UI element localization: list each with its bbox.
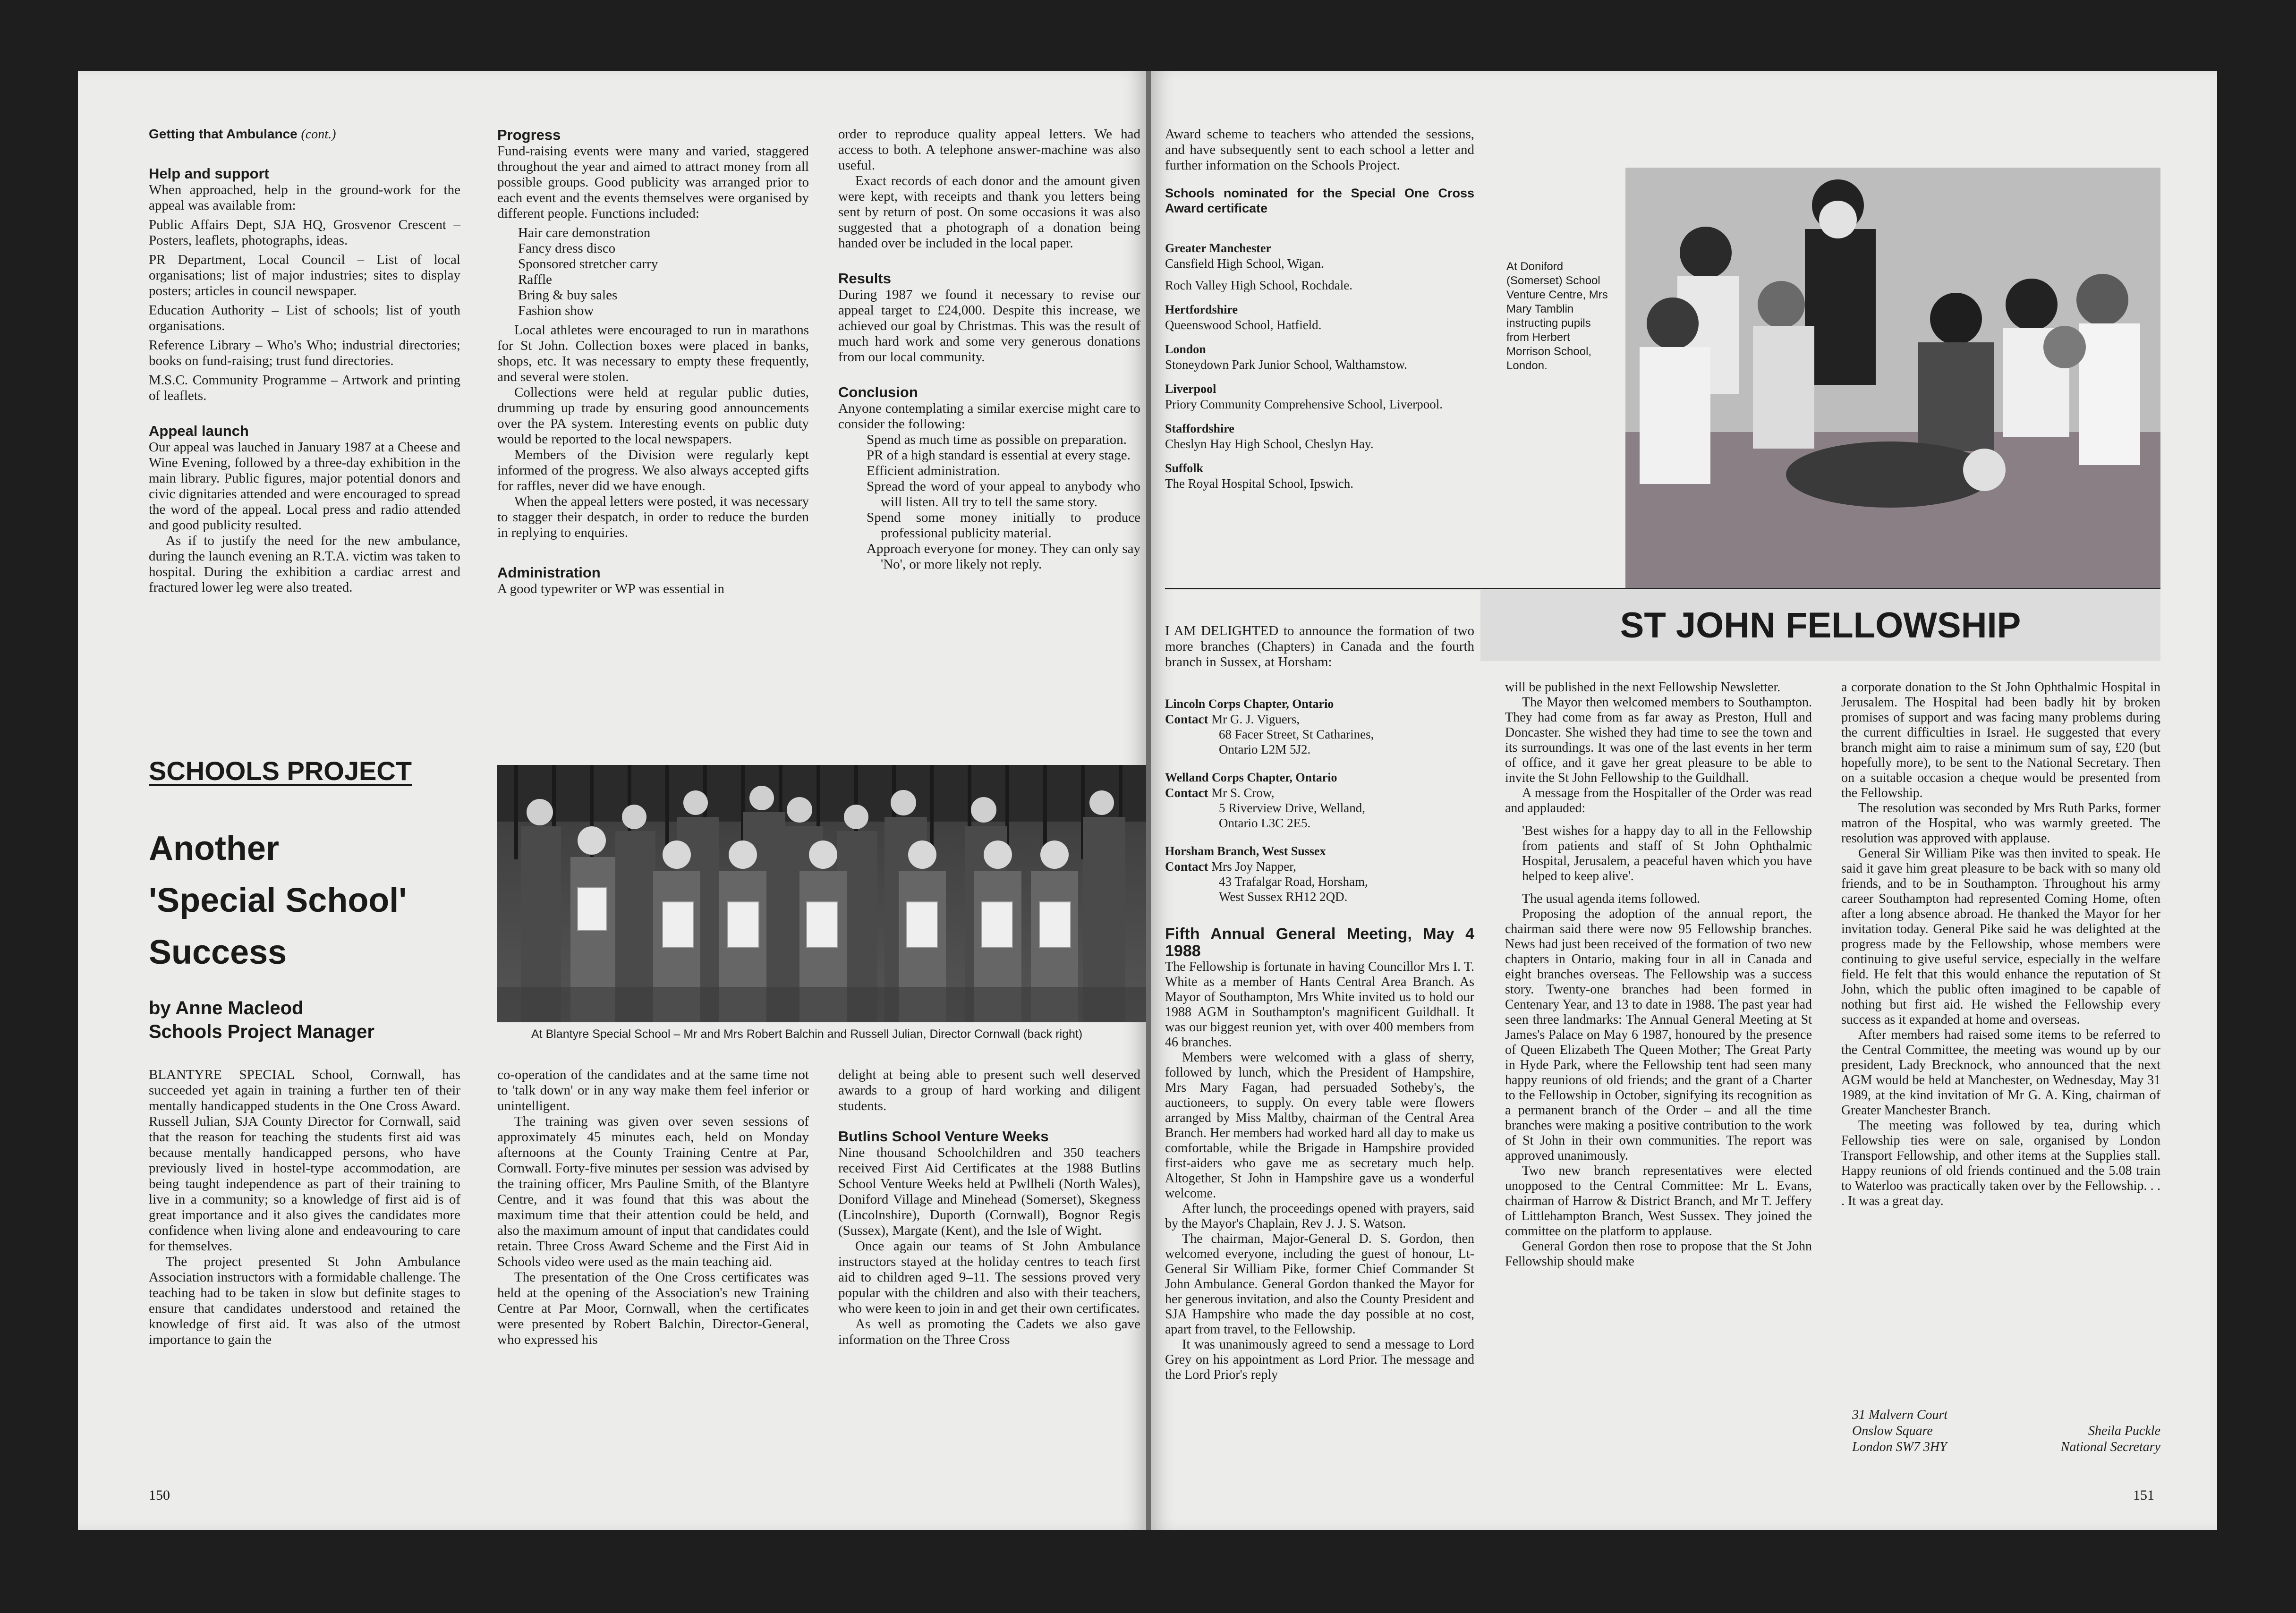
branch-listings bbox=[1165, 696, 1474, 904]
address-line: Onslow Square bbox=[1852, 1424, 1933, 1438]
signer-title: National Secretary bbox=[2060, 1440, 2160, 1454]
left-col-1 bbox=[149, 165, 460, 595]
branch-address: 43 Trafalgar Road, Horsham, bbox=[1219, 874, 1368, 889]
tip-item: Spread the word of your appeal to anybody who will listen. All try to tell the same story. bbox=[867, 479, 1140, 509]
right-page bbox=[1151, 71, 2217, 1530]
fellowship-paragraph: Proposing the adoption of the annual report, the chairman said there were now 95 Fellowship branches. News had just been received of the formation of two new chapters in Ontario, making four in all in Canada and eight branches overseas. The Fellowship was a success story. Twenty-one branches had been formed in Centenary Year, and 13 to date in 1988. The past year had seen three landmarks: The Annual General Meeting at St James's Palace on May 6 1987, honoured by the presence of Queen Elizabeth The Queen Mother; The Great Party in Hyde Park, where the Fellowship tent had seen many happy reunions of old friends; and the grant of a Charter to the Fellowship in October, signifying its recognition as a permanent branch of the Order – and all the time branches were making a positive contribution to the work of St John in their own communities. The report was approved unanimously. bbox=[1505, 907, 1812, 1163]
branch-address: West Sussex RH12 2QD. bbox=[1219, 890, 1348, 904]
event-item: Raffle bbox=[518, 272, 552, 287]
running-head-title: Getting that Ambulance bbox=[149, 127, 298, 141]
fellowship-paragraph: The resolution was seconded by Mrs Ruth Parks, former matron of the Hospital, who was warmly greeted. The resolution was approved with applause. bbox=[1841, 801, 2160, 846]
agm-paragraph: The chairman, Major-General D. S. Gordon, then welcomed everyone, including the guest of honour, Lt-General Sir William Pike, former Chief Commander St John Ambulance. General Gordon thanked the Mayor for her generous invitation, and also the County President and SJA Hampshire who made the day possible at no cost, apart from travel, to the Fellowship. bbox=[1165, 1231, 1474, 1337]
progress-paragraph: Members of the Division were regularly kept informed of the progress. We also always accepted gifts for raffles, never did we have enough. bbox=[497, 447, 809, 493]
butlins-paragraph: Once again our teams of St John Ambulance instructors stayed at the holiday centres to teach first aid to children aged 9–11. The sessions proved very popular with the children and also with their teachers, who were keen to join in and get their own certificates. bbox=[838, 1239, 1140, 1316]
fellowship-paragraph: After members had raised some items to be referred to the Central Committee, the meeting was wound up by our president, Lady Brecknock, who announced that the next AGM would be held at Manchester, on Wednesday, May 31 1989, at the kind invitation of Mr G. A. King, chairman of Greater Manchester Branch. bbox=[1841, 1027, 2160, 1118]
fellowship-paragraph: The Mayor then welcomed members to Southampton. They had come from as far away as Preston, Hull and Doncaster. She wished they had time to see the town and its surroundings. It was one of the last events in her term of office, and it gave her great pleasure to be able to invite the St John Fellowship to the Guildhall. bbox=[1505, 695, 1812, 785]
left-page bbox=[78, 71, 1146, 1530]
butlins-heading: Butlins School Venture Weeks bbox=[838, 1128, 1049, 1145]
branch-contact: Mr G. J. Viguers, bbox=[1211, 712, 1300, 726]
progress-paragraph: When the appeal letters were posted, it was necessary to stagger their despatch, in order to reduce the burden in replying to enquiries. bbox=[497, 494, 809, 540]
agm-section bbox=[1165, 925, 1474, 1383]
group-photo-illustration bbox=[497, 765, 1146, 1022]
branch-address: Ontario L3C 2E5. bbox=[1219, 816, 1311, 830]
schools-continued bbox=[1165, 127, 1474, 216]
progress-paragraph: Local athletes were encouraged to run in marathons for St John. Collection boxes were placed in banks, shops, etc. It was necessary to empty these frequently, and several were stolen. bbox=[497, 323, 809, 384]
event-item: Fashion show bbox=[518, 303, 594, 318]
schools-paragraph: The training was given over seven sessions of approximately 45 minutes each, held on Monday afternoons at the County Training Centre at Par, Cornwall. Forty-five minutes per session was advised by the training officer, Mrs Pauline Smith, of the Blantyre Centre, and it was found that this was about the maximum time that their attention could be held, and also the maximum amount of input that candidates could retain. Three Cross Award Scheme and the First Aid in Schools video were used as the main teaching aid. bbox=[497, 1114, 809, 1269]
events-list bbox=[497, 225, 809, 319]
byline-author: by Anne Macleod bbox=[149, 998, 304, 1019]
progress-paragraph: Fund-raising events were many and varied, staggered throughout the year and aimed to attract money from all possible groups. Good publicity was arranged prior to each event and the events themselves were organised by different people. Functions included: bbox=[497, 144, 809, 221]
tip-item: Spend some money initially to produce professional publicity material. bbox=[867, 510, 1140, 541]
agm-heading: Fifth Annual General Meeting, May 4 1988 bbox=[1165, 925, 1474, 960]
byline-role: Schools Project Manager bbox=[149, 1021, 374, 1042]
branch-address: 68 Facer Street, St Catharines, bbox=[1219, 727, 1374, 741]
blantyre-photo-caption: At Blantyre Special School – Mr and Mrs Robert Balchin and Russell Julian, Director Cornwall (back right) bbox=[531, 1027, 1083, 1041]
branch-contact: Mrs Joy Napper, bbox=[1211, 859, 1296, 874]
fellowship-intro: I AM DELIGHTED to announce the formation of two more branches (Chapters) in Canada and the fourth branch in Sussex, at Horsham: bbox=[1165, 623, 1474, 670]
fellowship-paragraph: a corporate donation to the St John Ophthalmic Hospital in Jerusalem. The Hospital had been badly hit by broken promises of support and was facing many problems during the current difficulties in Israel. He suggested that every branch might aim to raise a minimum sum of say, £20 (but hopefully more), to be sent to the National Secretary. Then on a suitable occasion a cheque would be presented from the Fellowship. bbox=[1841, 680, 2160, 800]
nomination-school: The Royal Hospital School, Ipswich. bbox=[1165, 476, 1353, 491]
event-item: Hair care demonstration bbox=[518, 225, 651, 240]
tip-item: Efficient administration. bbox=[867, 463, 1000, 478]
page-number: 150 bbox=[149, 1487, 170, 1503]
event-item: Bring & buy sales bbox=[518, 288, 618, 303]
help-item: PR Department, Local Council – List of local organisations; list of major industries; sites to display posters; articles in council newspaper. bbox=[149, 252, 460, 298]
results-heading: Results bbox=[838, 270, 891, 287]
tip-item: Approach everyone for money. They can only say 'No', or more likely not reply. bbox=[867, 541, 1140, 572]
schools-continued-paragraph: Award scheme to teachers who attended the sessions, and have subsequently sent to each school a letter and further information on the Schools Project. bbox=[1165, 127, 1474, 173]
tip-item: Spend as much time as possible on preparation. bbox=[867, 432, 1127, 447]
launch-paragraph: As if to justify the need for the new ambulance, during the launch evening an R.T.A. victim was taken to hospital. During the exhibition a cardiac arrest and fractured lower leg were also treated. bbox=[149, 533, 460, 595]
branch-contact: Mr S. Crow, bbox=[1211, 786, 1275, 800]
left-col-3 bbox=[838, 127, 1140, 572]
nomination-school: Cansfield High School, Wigan. bbox=[1165, 256, 1324, 271]
fellowship-col-3 bbox=[1841, 680, 2160, 1209]
nomination-school: Queenswood School, Hatfield. bbox=[1165, 318, 1322, 332]
nomination-school: Stoneydown Park Junior School, Walthamstow. bbox=[1165, 357, 1408, 372]
tip-item: PR of a high standard is essential at every stage. bbox=[867, 448, 1131, 463]
doniford-photo-illustration bbox=[1625, 168, 2160, 588]
agm-paragraph: It was unanimously agreed to send a message to Lord Grey on his appointment as Lord Prior. The message and the Lord Prior's reply bbox=[1165, 1337, 1474, 1382]
branch-address: 5 Riverview Drive, Welland, bbox=[1219, 801, 1365, 815]
nomination-school: Roch Valley High School, Rochdale. bbox=[1165, 278, 1352, 292]
progress-heading: Progress bbox=[497, 127, 561, 143]
doniford-photo-caption: At Doniford (Somerset) School Venture Centre, Mrs Mary Tamblin instructing pupils from Herbert Morrison School, London. bbox=[1506, 260, 1608, 372]
col3-paragraph: order to reproduce quality appeal letters. We had access to both. A telephone answer-machine was also useful. bbox=[838, 127, 1140, 173]
progress-paragraph: Collections were held at regular public duties, drumming up trade by ensuring good announcements over the PA system. Interesting events on public duty would be reported to the local newspapers. bbox=[497, 385, 809, 447]
blantyre-group-photo bbox=[497, 765, 1146, 1022]
event-item: Fancy dress disco bbox=[518, 241, 616, 256]
schools-paragraph: The project presented St John Ambulance Association instructors with a formidable challenge. The teaching had to be taken in slow but definite stages to ensure that candidates understood and retained the knowledge of first aid. It was also of the utmost importance to gain the bbox=[149, 1254, 460, 1347]
nominated-heading: Schools nominated for the Special One Cross Award certificate bbox=[1165, 186, 1474, 215]
signer-name: Sheila Puckle bbox=[2088, 1424, 2160, 1438]
byline bbox=[149, 996, 374, 1044]
nomination-county: Liverpool bbox=[1165, 382, 1216, 396]
fellowship-col-1 bbox=[1165, 623, 1474, 670]
schools-project-banner: SCHOOLS PROJECT bbox=[149, 756, 412, 786]
contact-label: Contact bbox=[1165, 859, 1208, 874]
launch-heading: Appeal launch bbox=[149, 423, 249, 439]
page-number: 151 bbox=[2133, 1487, 2154, 1503]
help-intro: When approached, help in the ground-work for the appeal was available from: bbox=[149, 182, 460, 213]
help-item: Education Authority – List of schools; list of youth organisations. bbox=[149, 303, 460, 333]
col3-paragraph: Exact records of each donor and the amount given were kept, with receipts and thank you letters being sent by return of post. On some occasions it was also suggested that a photograph of a donation being handed over be included in the local paper. bbox=[838, 173, 1140, 251]
page-gutter bbox=[1146, 71, 1151, 1530]
schools-paragraph: delight at being able to present such well deserved awards to a group of hard working and diligent students. bbox=[838, 1067, 1140, 1113]
fellowship-paragraph: The usual agenda items followed. bbox=[1522, 891, 1701, 906]
agm-paragraph: The Fellowship is fortunate in having Councillor Mrs I. T. White as a member of Hants Central Area Branch. As Mayor of Southampton, Mrs White invited us to hold our 1988 AGM in Southampton's magnificent Guildhall. It was our biggest reunion yet, with over 400 members from 46 branches. bbox=[1165, 959, 1474, 1050]
schools-body-col-3 bbox=[838, 1067, 1140, 1348]
nomination-county: Hertfordshire bbox=[1165, 303, 1238, 316]
event-item: Sponsored stretcher carry bbox=[518, 256, 658, 272]
fellowship-paragraph: will be published in the next Fellowship Newsletter. bbox=[1505, 680, 1781, 695]
fellowship-paragraph: A message from the Hospitaller of the Order was read and applauded: bbox=[1505, 786, 1812, 815]
butlins-paragraph: Nine thousand Schoolchildren and 350 teachers received First Aid Certificates at the 1988 Butlins School Venture Weeks held at Pwllheli (North Wales), Doniford Village and Minehead (Somerset), Skegness (Lincolnshire), Duporth (Cornwall), Bognor Regis (Sussex), Margate (Kent), and the Isle of Wight. bbox=[838, 1145, 1140, 1238]
conclusion-paragraph: Anyone contemplating a similar exercise might care to consider the following: bbox=[838, 401, 1140, 432]
article-title-line: Another bbox=[149, 830, 279, 867]
left-col-2 bbox=[497, 127, 809, 597]
fellowship-col-2 bbox=[1505, 680, 1812, 1269]
fellowship-paragraph: The meeting was followed by tea, during which Fellowship ties were on sale, organised by London Transport Fellowship, and other items at the Supplies stall. Happy reunions of old friends continued and the 5.08 train to Waterloo was practically taken over by the Fellowship. . . . It was a great day. bbox=[1841, 1118, 2160, 1208]
running-head-cont: (cont.) bbox=[301, 127, 336, 142]
article-title bbox=[149, 823, 407, 978]
schools-body-col-1 bbox=[149, 1067, 460, 1348]
nomination-county: Staffordshire bbox=[1165, 422, 1234, 435]
nomination-school: Priory Community Comprehensive School, Liverpool. bbox=[1165, 397, 1443, 411]
article-title-line: Success bbox=[149, 934, 287, 971]
nomination-school: Cheslyn Hay High School, Cheslyn Hay. bbox=[1165, 437, 1374, 451]
branch-name: Lincoln Corps Chapter, Ontario bbox=[1165, 697, 1334, 711]
schools-body-col-2 bbox=[497, 1067, 809, 1348]
article-title-line: 'Special School' bbox=[149, 882, 407, 919]
schools-paragraph: The presentation of the One Cross certificates was held at the opening of the Association's new Training Centre at Par Moor, Cornwall, when the certificates were presented by Robert Balchin, Director-General, who expressed his bbox=[497, 1270, 809, 1347]
admin-heading: Administration bbox=[497, 564, 601, 581]
agm-paragraph: After lunch, the proceedings opened with prayers, said by the Mayor's Chaplain, Rev J. J. S. Watson. bbox=[1165, 1201, 1474, 1231]
help-item: M.S.C. Community Programme – Artwork and printing of leaflets. bbox=[149, 373, 460, 403]
contact-label: Contact bbox=[1165, 786, 1208, 800]
branch-name: Horsham Branch, West Sussex bbox=[1165, 844, 1326, 858]
nomination-county: Suffolk bbox=[1165, 461, 1203, 475]
nominations-list bbox=[1165, 241, 1474, 491]
contact-label: Contact bbox=[1165, 712, 1208, 726]
signature-block bbox=[2019, 1423, 2160, 1455]
running-head bbox=[149, 127, 336, 142]
tips-list bbox=[838, 432, 1140, 572]
doniford-photo bbox=[1625, 168, 2160, 588]
launch-paragraph: Our appeal was lauched in January 1987 at a Cheese and Wine Evening, followed by a three-day exhibition in the main library. Public figures, major potential donors and civic dignitaries attended and were encouraged to spread the word of the appeal. Local press and radio attended and good publicity resulted. bbox=[149, 440, 460, 533]
address-line: London SW7 3HY bbox=[1852, 1440, 1947, 1454]
schools-paragraph: co-operation of the candidates and at the same time not to 'talk down' or in any way make them feel inferior or unintelligent. bbox=[497, 1067, 809, 1113]
help-item: Reference Library – Who's Who; industrial directories; books on fund-raising; trust fund directories. bbox=[149, 338, 460, 368]
fellowship-banner: ST JOHN FELLOWSHIP bbox=[1620, 605, 2021, 645]
branch-address: Ontario L2M 5J2. bbox=[1219, 742, 1311, 756]
conclusion-heading: Conclusion bbox=[838, 384, 918, 400]
help-heading: Help and support bbox=[149, 165, 269, 182]
agm-paragraph: Members were welcomed with a glass of sherry, followed by lunch, which the President of Hampshire, Mrs Mary Fagan, had persuaded Sotheby's, the auctioneers, to supply. On every table were flowers arranged by Miss Maltby, chairman of the Central Area Branch. Her members had worked hard all day to make us comfortable, while the Brigade in Hampshire provided first-aiders who gave me as secretary much help. Altogether, St John in Hampshire gave us a wonderful welcome. bbox=[1165, 1050, 1474, 1201]
nomination-county: London bbox=[1165, 342, 1206, 356]
hospitaller-quote: 'Best wishes for a happy day to all in the Fellowship from patients and staff of St John Ophthalmic Hospital, Jerusalem, a peaceful haven which you have helped to keep alive'. bbox=[1522, 823, 1812, 883]
fellowship-paragraph: General Gordon then rose to propose that the St John Fellowship should make bbox=[1505, 1239, 1812, 1269]
fellowship-paragraph: Two new branch representatives were elected unopposed to the Central Committee: Mr L. Evans, chairman of Harrow & District Branch, and Mr T. Jeffery of Littlehampton Branch, West Sussex. They joined the committee on the platform to applause. bbox=[1505, 1163, 1812, 1239]
fellowship-rule bbox=[1165, 588, 2160, 589]
butlins-paragraph: As well as promoting the Cadets we also gave information on the Three Cross bbox=[838, 1316, 1140, 1347]
address-line: 31 Malvern Court bbox=[1852, 1408, 1948, 1422]
branch-name: Welland Corps Chapter, Ontario bbox=[1165, 771, 1337, 784]
sender-address bbox=[1852, 1407, 2041, 1455]
fellowship-paragraph: General Sir William Pike was then invited to speak. He said it gave him great pleasure to be back with so many old friends, and to be in Southampton. Throughout his army career Southampton had represented Coming Home, often after a long absence abroad. He thanked the Mayor for her invitation today. General Pike said he was delighted at the progress made by the Fellowship, whose members were continuing to give useful service, especially in the welfare field. He felt that this would enhance the reputation of St John, which the public often imagined to be capable of nothing but first aid. He wished the Fellowship every success as it expanded at home and overseas. bbox=[1841, 846, 2160, 1027]
schools-paragraph: BLANTYRE SPECIAL School, Cornwall, has succeeded yet again in training a further ten of their mentally handicapped students in the One Cross Award. Russell Julian, SJA County Director for Cornwall, said that the reason for teaching the students first aid was because mentally handicapped persons, who have previously lived in hostel-type accommodation, are being taught independence as part of their training to live in a community; so a knowledge of first aid is of great importance and it also gives the candidates more confidence when living alone and endeavouring to care for themselves. bbox=[149, 1067, 460, 1254]
help-item: Public Affairs Dept, SJA HQ, Grosvenor Crescent – Posters, leaflets, photographs, ideas. bbox=[149, 217, 460, 248]
results-paragraph: During 1987 we found it necessary to revise our appeal target to £24,000. Despite this increase, we achieved our goal by Christmas. This was the result of much hard work and some very generous donations from our local community. bbox=[838, 287, 1140, 365]
nomination-county: Greater Manchester bbox=[1165, 241, 1271, 255]
admin-paragraph: A good typewriter or WP was essential in bbox=[497, 581, 724, 596]
